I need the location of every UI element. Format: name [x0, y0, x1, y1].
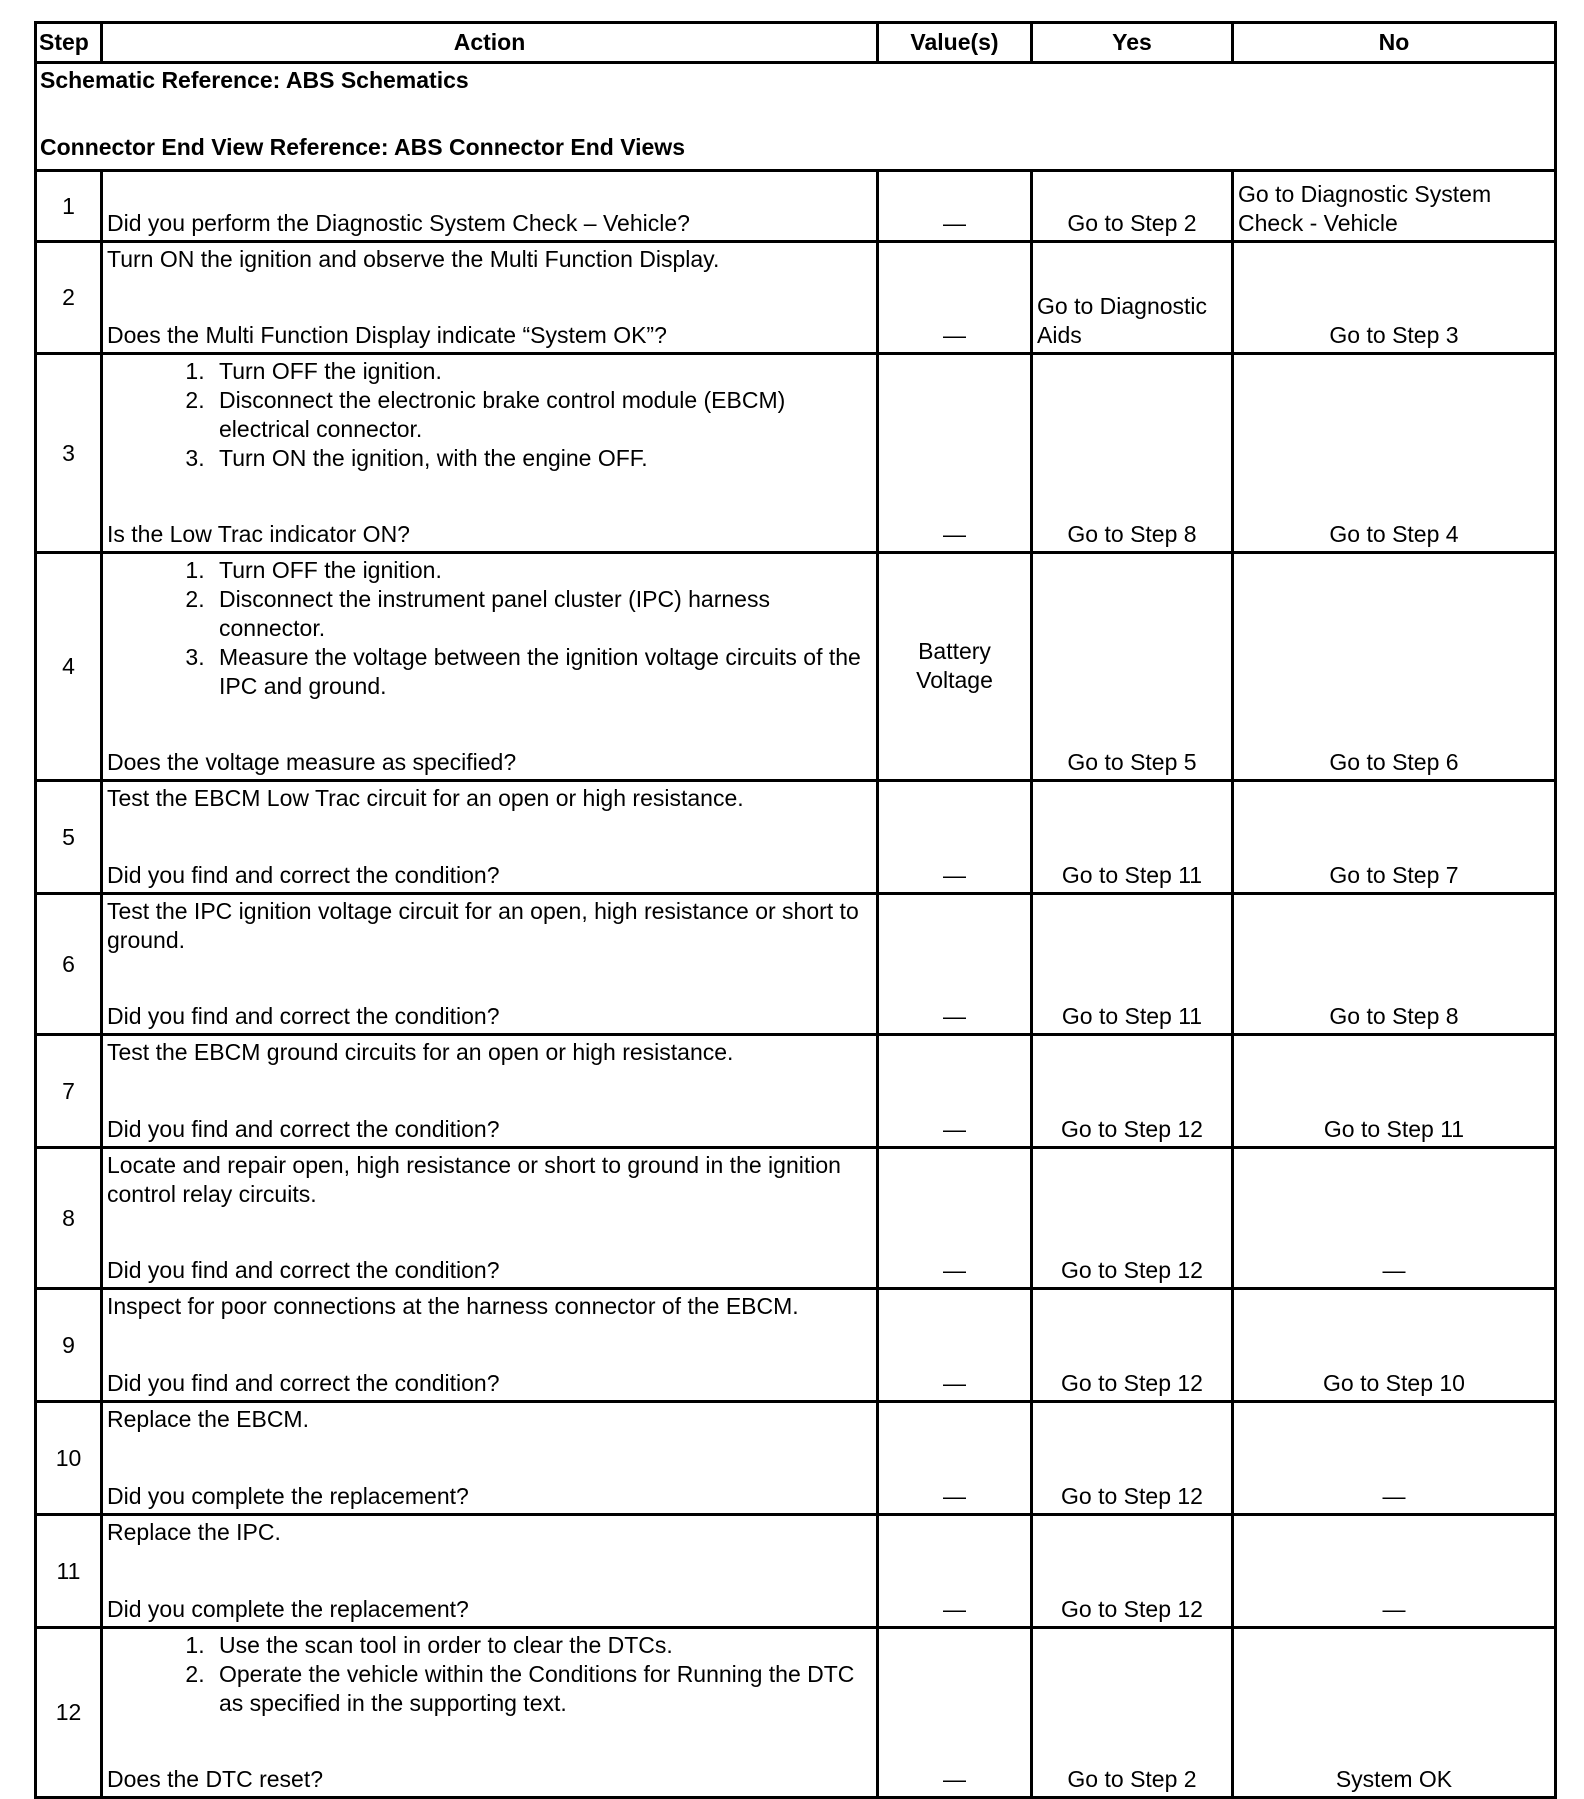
header-step: Step: [36, 23, 102, 63]
action-cell: [102, 1628, 878, 1798]
action-instruction: Test the IPC ignition voltage circuit for an open, high resistance or short to ground.: [107, 898, 859, 953]
action-question: Did you find and correct the condition?: [107, 862, 500, 888]
action-step-item: 1. Use the scan tool in order to clear the DTCs.: [211, 1631, 872, 1660]
value-cell: Battery Voltage: [878, 553, 1032, 781]
action-step-item: 1. Turn OFF the ignition.: [211, 357, 872, 386]
value-cell: —: [878, 1402, 1032, 1515]
action-cell: [102, 1148, 878, 1289]
action-cell: [102, 781, 878, 894]
action-cell: [102, 1289, 878, 1402]
step-number: 10: [36, 1402, 102, 1515]
table-row: [36, 1515, 1556, 1628]
action-question: Did you find and correct the condition?: [107, 1116, 500, 1142]
action-step-item: 1. Turn OFF the ignition.: [211, 556, 872, 585]
action-steps-list: [107, 1631, 872, 1718]
table-row: [36, 1148, 1556, 1289]
table-row: [36, 1402, 1556, 1515]
reference-row: [36, 63, 1556, 171]
table-row: [36, 242, 1556, 354]
yes-cell: Go to Step 11: [1032, 781, 1233, 894]
action-instruction: Turn ON the ignition and observe the Multi Function Display.: [107, 246, 720, 272]
yes-cell: Go to Step 12: [1032, 1148, 1233, 1289]
value-cell: —: [878, 242, 1032, 354]
action-question: Did you find and correct the condition?: [107, 1370, 500, 1396]
action-question: Is the Low Trac indicator ON?: [107, 521, 410, 547]
table-row: [36, 1628, 1556, 1798]
no-cell: —: [1233, 1402, 1556, 1515]
action-cell: [102, 242, 878, 354]
diagnostic-table: [34, 21, 1557, 1799]
action-question: Did you find and correct the condition?: [107, 1257, 500, 1283]
action-cell: [102, 894, 878, 1035]
no-cell: Go to Step 10: [1233, 1289, 1556, 1402]
action-instruction: Locate and repair open, high resistance or short to ground in the ignition control relay circuits.: [107, 1152, 841, 1207]
action-step-item: 2. Disconnect the electronic brake control module (EBCM) electrical connector.: [211, 386, 872, 444]
value-cell: —: [878, 894, 1032, 1035]
action-cell: [102, 1035, 878, 1148]
yes-cell: Go to Step 12: [1032, 1289, 1233, 1402]
action-step-item: 2. Operate the vehicle within the Conditions for Running the DTC as specified in the supporting text.: [211, 1660, 872, 1718]
header-yes: Yes: [1032, 23, 1233, 63]
table-row: [36, 1035, 1556, 1148]
reference-cell: [36, 63, 1556, 171]
action-cell: [102, 354, 878, 553]
action-instruction: Test the EBCM Low Trac circuit for an open or high resistance.: [107, 785, 744, 811]
no-cell: Go to Step 4: [1233, 354, 1556, 553]
action-question: Did you perform the Diagnostic System Check – Vehicle?: [107, 210, 690, 236]
step-number: 3: [36, 354, 102, 553]
action-cell: [102, 1402, 878, 1515]
step-number: 12: [36, 1628, 102, 1798]
action-question: Did you find and correct the condition?: [107, 1003, 500, 1029]
no-cell: Go to Step 11: [1233, 1035, 1556, 1148]
value-cell: —: [878, 354, 1032, 553]
action-instruction: Inspect for poor connections at the harness connector of the EBCM.: [107, 1293, 799, 1319]
step-number: 1: [36, 171, 102, 242]
action-step-item: 2. Disconnect the instrument panel cluster (IPC) harness connector.: [211, 585, 872, 643]
step-number: 7: [36, 1035, 102, 1148]
header-no: No: [1233, 23, 1556, 63]
yes-cell: Go to Step 5: [1032, 553, 1233, 781]
action-step-item: 3. Turn ON the ignition, with the engine OFF.: [211, 444, 872, 473]
header-values: Value(s): [878, 23, 1032, 63]
table-row: [36, 171, 1556, 242]
step-number: 11: [36, 1515, 102, 1628]
action-cell: [102, 1515, 878, 1628]
value-cell: —: [878, 1035, 1032, 1148]
step-number: 8: [36, 1148, 102, 1289]
step-number: 2: [36, 242, 102, 354]
action-cell: [102, 171, 878, 242]
value-cell: —: [878, 1515, 1032, 1628]
action-cell: [102, 553, 878, 781]
action-instruction: Replace the IPC.: [107, 1519, 281, 1545]
value-cell: —: [878, 1289, 1032, 1402]
table-row: [36, 354, 1556, 553]
no-cell: Go to Diagnostic System Check - Vehicle: [1233, 171, 1556, 242]
no-cell: Go to Step 3: [1233, 242, 1556, 354]
action-question: Does the DTC reset?: [107, 1766, 324, 1792]
yes-cell: Go to Step 2: [1032, 1628, 1233, 1798]
table-row: [36, 894, 1556, 1035]
step-number: 6: [36, 894, 102, 1035]
action-question: Does the Multi Function Display indicate “System OK”?: [107, 322, 667, 348]
step-number: 9: [36, 1289, 102, 1402]
no-cell: Go to Step 7: [1233, 781, 1556, 894]
header-row: [36, 23, 1556, 63]
yes-cell: Go to Step 12: [1032, 1515, 1233, 1628]
action-question: Does the voltage measure as specified?: [107, 749, 517, 775]
table-row: [36, 781, 1556, 894]
yes-cell: Go to Step 8: [1032, 354, 1233, 553]
table-row: [36, 553, 1556, 781]
action-question: Did you complete the replacement?: [107, 1596, 469, 1622]
action-question: Did you complete the replacement?: [107, 1483, 469, 1509]
step-number: 4: [36, 553, 102, 781]
header-action: Action: [102, 23, 878, 63]
action-instruction: Test the EBCM ground circuits for an open or high resistance.: [107, 1039, 734, 1065]
yes-cell: Go to Diagnostic Aids: [1032, 242, 1233, 354]
yes-cell: Go to Step 12: [1032, 1402, 1233, 1515]
no-cell: —: [1233, 1515, 1556, 1628]
value-cell: —: [878, 171, 1032, 242]
value-cell: —: [878, 781, 1032, 894]
step-number: 5: [36, 781, 102, 894]
action-steps-list: [107, 556, 872, 701]
yes-cell: Go to Step 12: [1032, 1035, 1233, 1148]
yes-cell: Go to Step 2: [1032, 171, 1233, 242]
table-row: [36, 1289, 1556, 1402]
action-step-item: 3. Measure the voltage between the ignition voltage circuits of the IPC and ground.: [211, 643, 872, 701]
value-cell: —: [878, 1628, 1032, 1798]
no-cell: System OK: [1233, 1628, 1556, 1798]
value-cell: —: [878, 1148, 1032, 1289]
action-instruction: Replace the EBCM.: [107, 1406, 309, 1432]
no-cell: Go to Step 8: [1233, 894, 1556, 1035]
schematic-reference: Schematic Reference: ABS Schematics: [40, 67, 469, 93]
action-steps-list: [107, 357, 872, 473]
yes-cell: Go to Step 11: [1032, 894, 1233, 1035]
no-cell: —: [1233, 1148, 1556, 1289]
connector-reference: Connector End View Reference: ABS Connector End Views: [40, 134, 685, 160]
no-cell: Go to Step 6: [1233, 553, 1556, 781]
